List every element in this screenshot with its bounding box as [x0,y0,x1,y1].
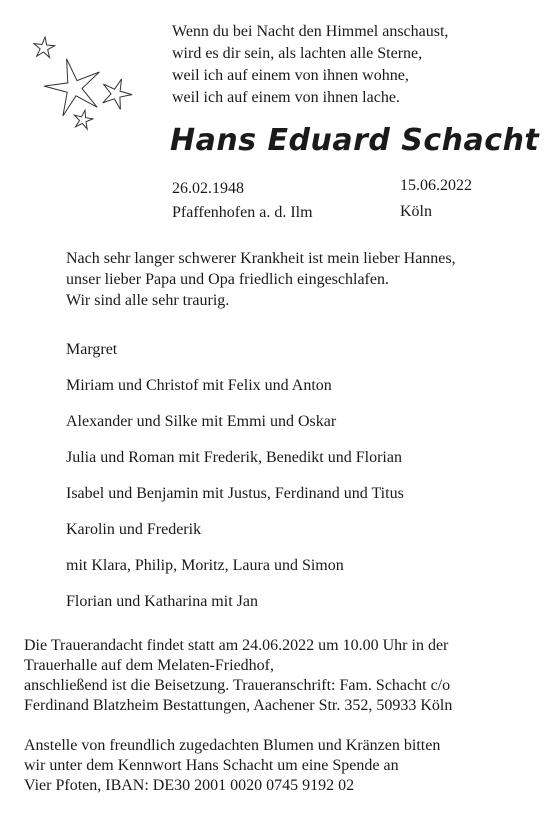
intro-line: Nach sehr langer schwerer Krankheit ist mein lieber Hannes, [66,250,456,267]
family-entry: Miriam und Christof mit Felix und Anton [66,377,332,394]
deceased-name: Hans Eduard Schacht [170,123,540,158]
intro-text [66,248,536,311]
family-entry: Florian und Katharina mit Jan [66,593,258,610]
family-entry: Margret [66,341,118,358]
birth-date: 26.02.1948 [172,180,244,197]
birth-place: Pfaffenhofen a. d. Ilm [172,204,313,221]
family-entry: Alexander und Silke mit Emmi und Oskar [66,413,337,430]
donation-note [24,736,534,796]
family-entry: Julia und Roman mit Frederik, Benedikt und Florian [66,449,402,466]
funeral-info-line: Die Trauerandacht findet statt am 24.06.2022 um 10.00 Uhr in der [24,637,449,654]
poem-line: Wenn du bei Nacht den Himmel anschaust, [172,23,449,40]
family-entry: Isabel und Benjamin mit Justus, Ferdinand und Titus [66,485,404,502]
funeral-info [24,636,534,716]
stars-icon [28,36,138,141]
funeral-info-line: Ferdinand Blatzheim Bestattungen, Aachener Str. 352, 50933 Köln [24,697,453,714]
funeral-info-line: anschließend ist die Beisetzung. Traueranschrift: Fam. Schacht c/o [24,677,451,694]
family-list [66,339,404,627]
intro-line: Wir sind alle sehr traurig. [66,292,230,309]
death-place: Köln [400,203,432,220]
poem-line: weil ich auf einem von ihnen wohne, [172,67,409,84]
funeral-info-line: Trauerhalle auf dem Melaten-Friedhof, [24,657,274,674]
intro-line: unser lieber Papa und Opa friedlich eingeschlafen. [66,271,389,288]
birth-block [172,177,313,225]
poem-line: wird es dir sein, als lachten alle Sterne, [172,45,423,62]
family-entry: Karolin und Frederik [66,521,202,538]
poem [172,21,532,109]
donation-line: Anstelle von freundlich zugedachten Blumen und Kränzen bitten [24,737,441,754]
death-date: 15.06.2022 [400,177,472,194]
donation-line: Vier Pfoten, IBAN: DE30 2001 0020 0745 9192 02 [24,777,355,794]
donation-line: wir unter dem Kennwort Hans Schacht um eine Spende an [24,757,399,774]
poem-line: weil ich auf einem von ihnen lache. [172,89,400,106]
death-block [400,173,472,225]
family-entry: mit Klara, Philip, Moritz, Laura und Simon [66,557,344,574]
